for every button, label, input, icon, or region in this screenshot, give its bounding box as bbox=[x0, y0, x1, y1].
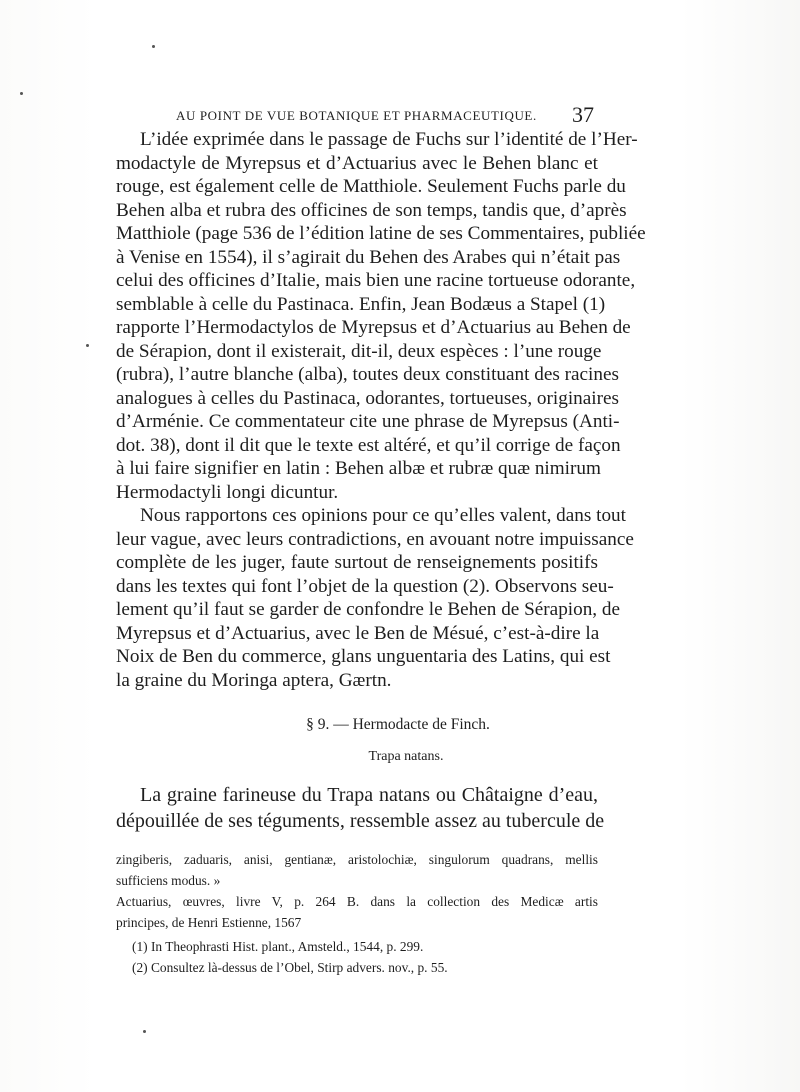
text-line: Matthiole (page 536 de l’édition latine de ses Commentaires, publiée bbox=[116, 223, 646, 244]
text-line: Hermodactyli longi dicuntur. bbox=[116, 481, 339, 503]
footnote-1: (1) In Theophrasti Hist. plant., Amsteld., 1544, p. 299. bbox=[132, 939, 424, 954]
text-line: semblable à celle du Pastinaca. Enfin, Jean Bodæus a Stapel (1) bbox=[116, 293, 606, 315]
running-title: AU POINT DE VUE BOTANIQUE ET PHARMACEUTIQUE. bbox=[176, 108, 537, 123]
footnotes bbox=[116, 849, 598, 978]
text-line: rouge, est également celle de Matthiole. Seulement Fuchs parle du bbox=[116, 176, 626, 197]
section-heading: § 9. — Hermodacte de Finch. bbox=[306, 716, 490, 733]
section-paragraph bbox=[116, 782, 605, 834]
text-line: dépouillée de ses téguments, ressemble assez au tubercule de bbox=[116, 810, 605, 832]
main-paragraphs bbox=[116, 128, 646, 692]
text-line: la graine du Moringa aptera, Gærtn. bbox=[116, 669, 392, 691]
text-line: complète de les juger, faute surtout de renseignements positifs bbox=[116, 552, 598, 573]
footnote-2: (2) Consultez là-dessus de l’Obel, Stirp advers. nov., p. 55. bbox=[132, 960, 448, 975]
page-speck bbox=[86, 344, 89, 347]
text-line: rapporte l’Hermodactylos de Myrepsus et d’Actuarius au Behen de bbox=[116, 317, 631, 338]
text-line: Nous rapportons ces opinions pour ce qu’elles valent, dans tout bbox=[140, 505, 626, 526]
text-line: dot. 38), dont il dit que le texte est altéré, et qu’il corrige de façon bbox=[116, 434, 621, 456]
page-number: 37 bbox=[572, 102, 594, 127]
text-line: dans les textes qui font l’objet de la question (2). Observons seu- bbox=[116, 575, 614, 597]
text-line: Myrepsus et d’Actuarius, avec le Ben de Mésué, c’est-à-dire la bbox=[116, 622, 600, 644]
text-line: Noix de Ben du commerce, glans unguentaria des Latins, qui est bbox=[116, 646, 611, 667]
footnote-line: Actuarius, œuvres, livre V, p. 264 B. dans la collection des Medicæ artis bbox=[116, 894, 598, 909]
text-line: (rubra), l’autre blanche (alba), toutes deux constituant des racines bbox=[116, 364, 619, 385]
text-line: Behen alba et rubra des officines de son temps, tandis que, d’après bbox=[116, 199, 627, 221]
text-line: lement qu’il faut se garder de confondre le Behen de Sérapion, de bbox=[116, 599, 621, 620]
page-speck bbox=[143, 1030, 146, 1033]
text-line: La graine farineuse du Trapa natans ou Châtaigne d’eau, bbox=[140, 784, 598, 806]
text-line: L’idée exprimée dans le passage de Fuchs sur l’identité de l’Her- bbox=[140, 129, 638, 150]
page-speck bbox=[20, 92, 23, 95]
text-line: à lui faire signifier en latin : Behen albæ et rubræ quæ nimirum bbox=[116, 458, 601, 479]
text-line: d’Arménie. Ce commentateur cite une phrase de Myrepsus (Anti- bbox=[116, 411, 620, 432]
text-line: modactyle de Myrepsus et d’Actuarius avec le Behen blanc et bbox=[116, 152, 598, 174]
section-subheading: Trapa natans. bbox=[368, 749, 444, 764]
footnote-line: principes, de Henri Estienne, 1567 bbox=[116, 915, 302, 930]
text-line: celui des officines d’Italie, mais bien une racine tortueuse odorante, bbox=[116, 270, 636, 291]
page-speck bbox=[152, 45, 155, 48]
footnote-line: sufficiens modus. » bbox=[116, 873, 221, 888]
text-line: de Sérapion, dont il existerait, dit-il, deux espèces : l’une rouge bbox=[116, 340, 602, 362]
text-line: à Venise en 1554), il s’agirait du Behen des Arabes qui n’était pas bbox=[116, 246, 621, 268]
footnote-line: zingiberis, zaduaris, anisi, gentianæ, aristolochiæ, singulorum quadrans, mellis bbox=[116, 852, 598, 867]
text-line: leur vague, avec leurs contradictions, en avouant notre impuissance bbox=[116, 528, 634, 550]
page-header bbox=[0, 102, 800, 128]
text-line: analogues à celles du Pastinaca, odorantes, tortueuses, originaires bbox=[116, 387, 619, 409]
